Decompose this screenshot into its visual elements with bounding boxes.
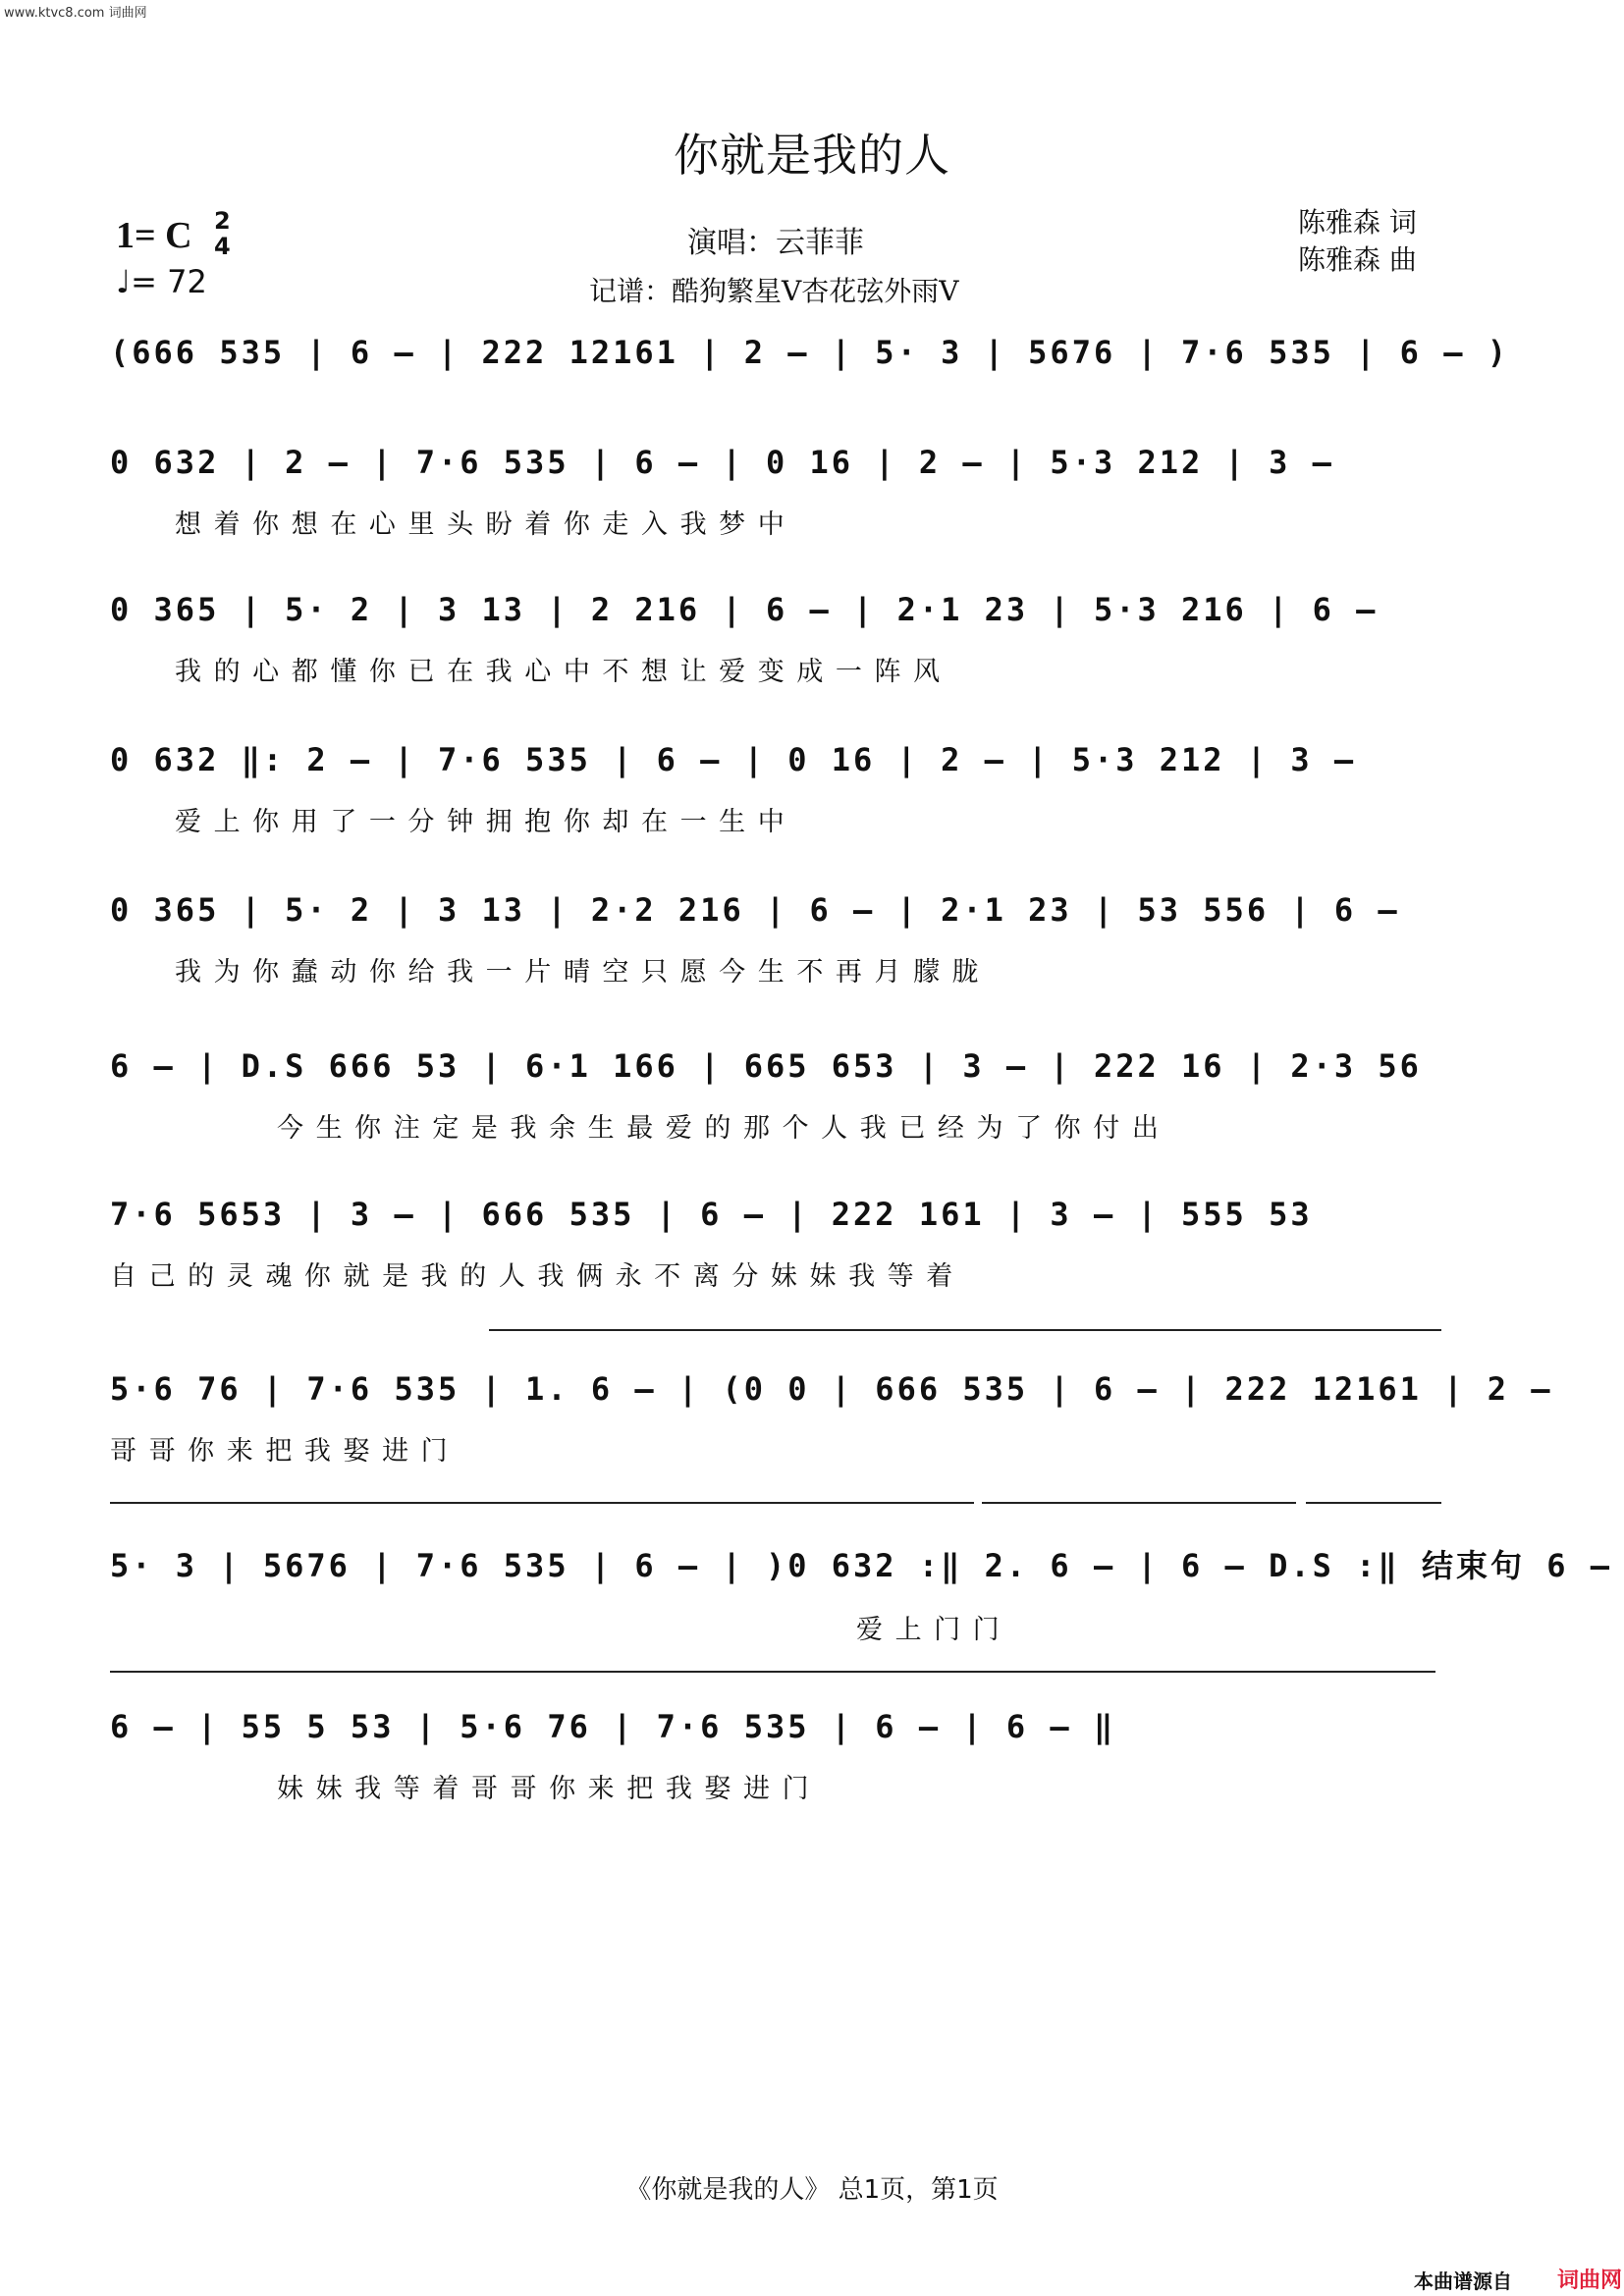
lyric-line: 今 生 你 注 定 是 我 余 生 最 爱 的 那 个 人 我 已 经 为 了 你 付 出 bbox=[277, 1113, 1161, 1144]
notation-line: 0 365 | 5· 2 | 3 13 | 2·2 216 | 6 – | 2·1 23 | 53 556 | 6 – bbox=[110, 891, 1400, 929]
notation-line: (666 535 | 6 – | 222 12161 | 2 – | 5· 3 | 5676 | 7·6 535 | 6 – ) bbox=[110, 334, 1509, 371]
site-logo: 词曲网 bbox=[1557, 2269, 1623, 2293]
lyric-line: 哥 哥 你 来 把 我 娶 进 门 bbox=[110, 1436, 450, 1467]
volta-bracket bbox=[110, 1502, 974, 1504]
lyric-line: 我 的 心 都 懂 你 已 在 我 心 中 不 想 让 爱 变 成 一 阵 风 bbox=[175, 657, 943, 687]
notation-line: 6 – | 55 5 53 | 5·6 76 | 7·6 535 | 6 – | 6 – ‖ bbox=[110, 1708, 1116, 1745]
notation-line: 5·6 76 | 7·6 535 | 1. 6 – | (0 0 | 666 535 | 6 – | 222 12161 | 2 – bbox=[110, 1370, 1553, 1408]
meter-bottom: 4 bbox=[214, 233, 231, 260]
lyric-line: 爱 上 门 门 bbox=[856, 1615, 1001, 1645]
volta-bracket bbox=[489, 1329, 1441, 1331]
lyricist: 陈雅森 词 bbox=[1298, 206, 1417, 239]
page-footer: 《你就是我的人》 总1页，第1页 bbox=[625, 2175, 999, 2205]
score-system bbox=[110, 891, 1441, 988]
score-system bbox=[110, 334, 1509, 371]
volta-bracket bbox=[110, 1671, 1435, 1673]
notation-line: 0 632 ‖: 2 – | 7·6 535 | 6 – | 0 16 | 2 – | 5·3 212 | 3 – bbox=[110, 741, 1357, 778]
score-system bbox=[110, 1541, 1613, 1646]
lyric-line: 爱 上 你 用 了 一 分 钟 拥 抱 你 却 在 一 生 中 bbox=[175, 807, 786, 837]
score-system bbox=[110, 1047, 1441, 1145]
score-system bbox=[110, 591, 1441, 688]
tempo-marking: ♩= 72 bbox=[116, 263, 207, 300]
lyric-line: 自 己 的 灵 魂 你 就 是 我 的 人 我 俩 永 不 离 分 妹 妹 我 等 着 bbox=[110, 1261, 955, 1292]
notation-line: 0 365 | 5· 2 | 3 13 | 2 216 | 6 – | 2·1 23 | 5·3 216 | 6 – bbox=[110, 591, 1379, 628]
notation-line: 6 – | D.S 666 53 | 6·1 166 | 665 653 | 3 – | 222 16 | 2·3 56 bbox=[110, 1047, 1422, 1085]
score-system bbox=[110, 444, 1441, 541]
site-watermark: www.ktvc8.com 词曲网 bbox=[4, 6, 147, 21]
lyric-line: 我 为 你 蠢 动 你 给 我 一 片 晴 空 只 愿 今 生 不 再 月 朦 胧 bbox=[175, 957, 981, 988]
composer: 陈雅森 曲 bbox=[1298, 243, 1417, 276]
source-label: 本曲谱源自 bbox=[1414, 2269, 1512, 2293]
transcriber: 记谱：酷狗繁星V杏花弦外雨V bbox=[589, 275, 959, 307]
song-title: 你就是我的人 bbox=[674, 129, 950, 182]
score-system bbox=[110, 1370, 1553, 1468]
credits bbox=[1298, 204, 1417, 279]
meter-top: 2 bbox=[214, 207, 231, 235]
performer: 演唱：云菲菲 bbox=[687, 226, 864, 260]
time-signature bbox=[214, 208, 231, 259]
notation-line: 5· 3 | 5676 | 7·6 535 | 6 – | )0 632 :‖ 2. 6 – | 6 – D.S :‖ 结束句 6 – bbox=[110, 1547, 1613, 1584]
key-signature: 1= C bbox=[116, 215, 192, 256]
volta-bracket bbox=[982, 1502, 1296, 1504]
notation-line: 7·6 5653 | 3 – | 666 535 | 6 – | 222 161 | 3 – | 555 53 bbox=[110, 1196, 1313, 1233]
notation-line: 0 632 | 2 – | 7·6 535 | 6 – | 0 16 | 2 – | 5·3 212 | 3 – bbox=[110, 444, 1334, 481]
volta-bracket bbox=[1306, 1502, 1441, 1504]
score-system bbox=[110, 1708, 1441, 1805]
lyric-line: 想 着 你 想 在 心 里 头 盼 着 你 走 入 我 梦 中 bbox=[175, 509, 786, 540]
lyric-line: 妹 妹 我 等 着 哥 哥 你 来 把 我 娶 进 门 bbox=[277, 1774, 811, 1804]
score-system bbox=[110, 741, 1441, 838]
score-system bbox=[110, 1196, 1441, 1293]
